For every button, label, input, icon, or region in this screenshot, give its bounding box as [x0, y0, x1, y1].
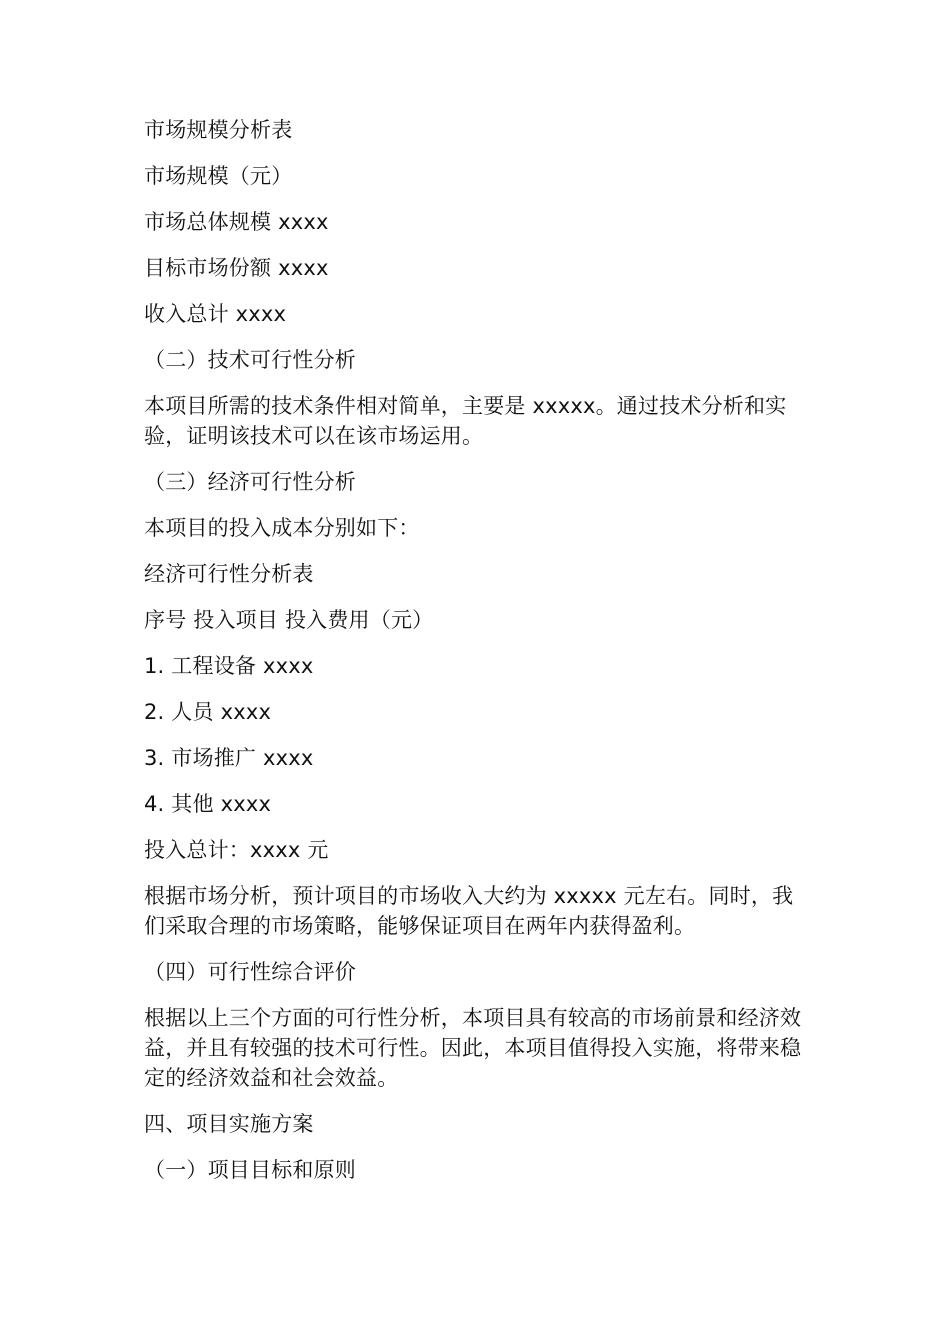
section-heading-economic: （三）经济可行性分析 [144, 470, 356, 494]
table-title-market-scale: 市场规模分析表 [144, 118, 293, 142]
table-row-equipment: 1. 工程设备 xxxx [144, 654, 314, 678]
table-row-income-total: 收入总计 xxxx [144, 302, 287, 326]
chapter-heading-implementation: 四、项目实施方案 [144, 1112, 314, 1136]
section-heading-goals: （一）项目目标和原则 [144, 1158, 356, 1182]
paragraph-technical: 本项目所需的技术条件相对简单，主要是 xxxxx。通过技术分析和实验，证明该技术可以在该市场运用。 [144, 394, 787, 448]
table-title-economic: 经济可行性分析表 [144, 562, 314, 586]
table-header-economic: 序号 投入项目 投入费用（元） [144, 608, 434, 632]
section-heading-technical: （二）技术可行性分析 [144, 348, 356, 372]
table-header-market-scale: 市场规模（元） [144, 164, 293, 188]
table-row-target-share: 目标市场份额 xxxx [144, 256, 329, 280]
table-row-investment-total: 投入总计：xxxx 元 [144, 838, 329, 862]
section-heading-evaluation: （四）可行性综合评价 [144, 960, 356, 984]
paragraph-evaluation: 根据以上三个方面的可行性分析，本项目具有较高的市场前景和经济效益，并且有较强的技术可行性。因此，本项目值得投入实施，将带来稳定的经济效益和社会效益。 [144, 1006, 802, 1090]
table-row-marketing: 3. 市场推广 xxxx [144, 746, 314, 770]
table-row-total-market: 市场总体规模 xxxx [144, 210, 329, 234]
paragraph-cost-intro: 本项目的投入成本分别如下： [144, 516, 420, 540]
table-row-personnel: 2. 人员 xxxx [144, 700, 272, 724]
paragraph-market-revenue: 根据市场分析，预计项目的市场收入大约为 xxxxx 元左右。同时，我们采取合理的市场策略，能够保证项目在两年内获得盈利。 [144, 884, 794, 938]
table-row-other: 4. 其他 xxxx [144, 792, 272, 816]
